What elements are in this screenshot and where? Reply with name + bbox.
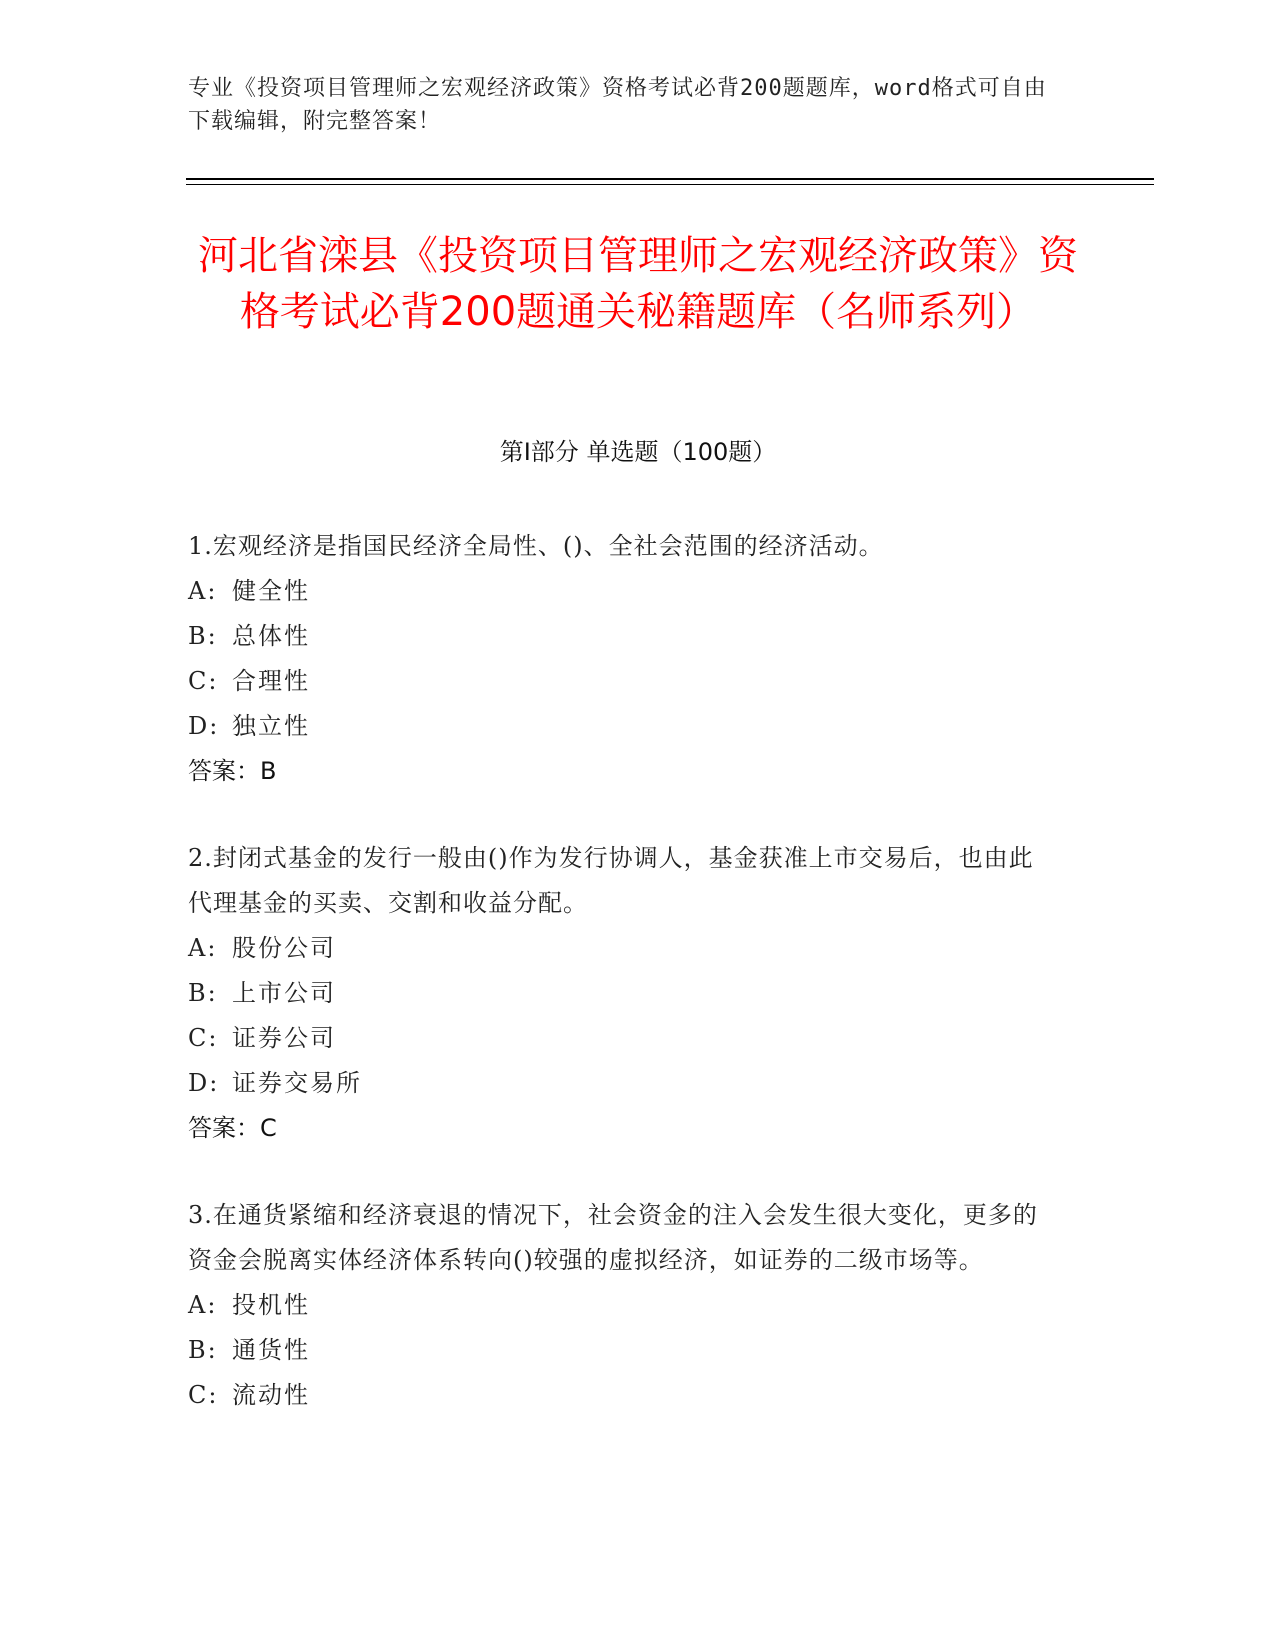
header-divider-thin xyxy=(186,184,1154,185)
option-d xyxy=(188,704,1058,749)
option-text: 上市公司 xyxy=(232,979,336,1007)
option-c xyxy=(188,659,1058,704)
option-b xyxy=(188,614,1058,659)
option-text: 证券公司 xyxy=(232,1024,336,1052)
option-text: 总体性 xyxy=(232,622,310,650)
question-item xyxy=(188,836,1058,1151)
option-key: A: xyxy=(188,1291,218,1319)
question-stem: 2.封闭式基金的发行一般由()作为发行协调人，基金获准上市交易后，也由此代理基金的买卖、交割和收益分配。 xyxy=(188,844,1034,917)
option-text: 健全性 xyxy=(232,577,310,605)
document-title: 河北省滦县《投资项目管理师之宏观经济政策》资格考试必背200题通关秘籍题库（名师系列） xyxy=(198,233,1078,335)
option-text: 股份公司 xyxy=(232,934,336,962)
option-key: C: xyxy=(188,667,219,695)
option-c xyxy=(188,1016,1058,1061)
option-c xyxy=(188,1373,1058,1418)
answer-line: 答案：B xyxy=(188,757,277,785)
question-list xyxy=(188,524,1058,1460)
option-text: 投机性 xyxy=(232,1291,310,1319)
option-b xyxy=(188,971,1058,1016)
option-key: A: xyxy=(188,934,218,962)
option-key: D: xyxy=(188,1069,220,1097)
option-key: A: xyxy=(188,577,218,605)
option-text: 独立性 xyxy=(232,712,310,740)
option-text: 流动性 xyxy=(232,1381,310,1409)
answer-line: 答案：C xyxy=(188,1114,277,1142)
question-item xyxy=(188,524,1058,794)
option-key: C: xyxy=(188,1381,219,1409)
option-text: 证券交易所 xyxy=(232,1069,362,1097)
option-key: D: xyxy=(188,712,220,740)
option-key: C: xyxy=(188,1024,219,1052)
option-a xyxy=(188,1283,1058,1328)
header-note: 专业《投资项目管理师之宏观经济政策》资格考试必背200题题库，word格式可自由下载编辑，附完整答案！ xyxy=(188,76,1047,134)
section-heading: 第I部分 单选题（100题） xyxy=(499,438,777,466)
option-key: B: xyxy=(188,1336,218,1364)
option-a xyxy=(188,569,1058,614)
question-stem: 1.宏观经济是指国民经济全局性、()、全社会范围的经济活动。 xyxy=(188,532,884,560)
option-b xyxy=(188,1328,1058,1373)
option-text: 通货性 xyxy=(232,1336,310,1364)
option-a xyxy=(188,926,1058,971)
header-divider-thick xyxy=(186,178,1154,180)
option-key: B: xyxy=(188,622,218,650)
option-d xyxy=(188,1061,1058,1106)
question-stem: 3.在通货紧缩和经济衰退的情况下，社会资金的注入会发生很大变化，更多的资金会脱离实体经济体系转向()较强的虚拟经济，如证券的二级市场等。 xyxy=(188,1201,1038,1274)
option-text: 合理性 xyxy=(232,667,310,695)
option-key: B: xyxy=(188,979,218,1007)
question-item xyxy=(188,1193,1058,1418)
